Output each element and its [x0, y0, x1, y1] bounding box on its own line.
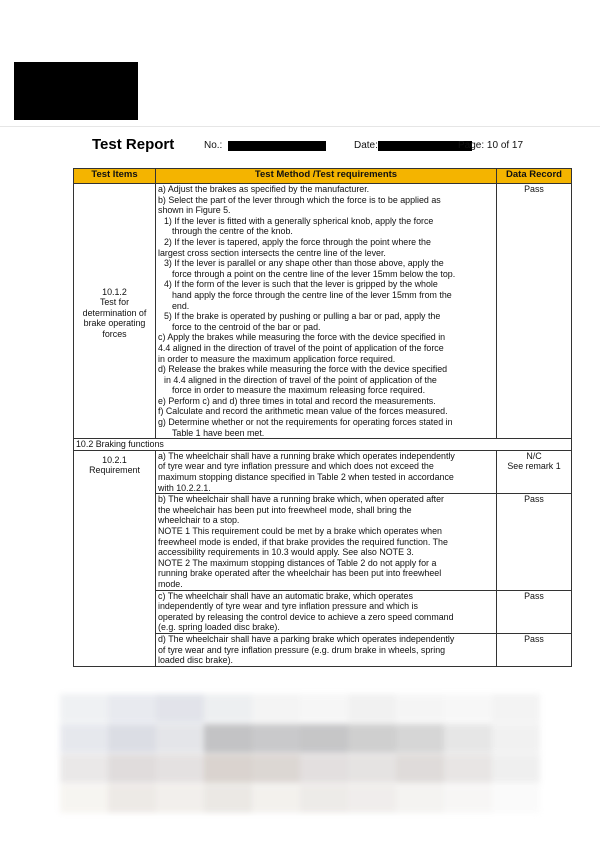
- requirement-c-cell: [156, 590, 497, 633]
- header-test-items: Test Items: [74, 169, 156, 184]
- blur-cell: [60, 724, 108, 753]
- text-line: 2) If the lever is tapered, apply the force through the point where the: [164, 236, 431, 247]
- text-line: See remark 1: [507, 461, 561, 472]
- blur-row: [60, 724, 540, 753]
- requirement-d-cell: [156, 633, 497, 666]
- text-line: c) The wheelchair shall have an automatic brake, which operates: [158, 590, 413, 601]
- text-line: largest cross section intersects the centre line of the lever.: [158, 247, 386, 258]
- blur-cell: [108, 754, 156, 783]
- blur-cell: [204, 754, 252, 783]
- page-number: Page: 10 of 17: [458, 140, 524, 151]
- text-line: through the centre of the knob.: [172, 226, 293, 237]
- text-line: b) Select the part of the lever through which the force is to be applied as: [158, 194, 441, 205]
- text-line: 3) If the lever is parallel or any shape other than those above, apply the: [164, 258, 444, 269]
- blur-cell: [252, 694, 300, 723]
- blur-cell: [492, 754, 540, 783]
- blur-cell: [108, 784, 156, 813]
- blur-cell: [444, 694, 492, 723]
- text-line: freewheel mode is ended, if that brake provides the required function. The: [158, 536, 448, 547]
- text-line: NOTE 2 The maximum stopping distances of Table 2 do not apply for a: [158, 557, 437, 568]
- report-header: [92, 136, 572, 156]
- blur-cell: [204, 694, 252, 723]
- blur-cell: [348, 694, 396, 723]
- requirement-c-result: [497, 590, 572, 633]
- test-report-table: [73, 168, 572, 667]
- text-line: Pass: [524, 590, 544, 601]
- blur-cell: [300, 724, 348, 753]
- requirement-d-result: [497, 633, 572, 666]
- blur-cell: [156, 784, 204, 813]
- text-line: accessibility requirements in 10.3 would apply. See also NOTE 3.: [158, 547, 414, 558]
- blur-cell: [444, 784, 492, 813]
- blur-cell: [396, 724, 444, 753]
- redacted-logo: [14, 62, 138, 120]
- text-line: brake operating: [83, 318, 146, 329]
- date-label: Date:: [354, 140, 378, 151]
- text-line: loaded disc brake).: [158, 655, 233, 666]
- header-divider: [0, 126, 600, 127]
- requirement-b-result: [497, 494, 572, 590]
- text-line: 4) If the form of the lever is such that the lever is gripped by the whole: [164, 279, 438, 290]
- blurred-footer-stamp: [60, 694, 540, 812]
- table-row-10-2-1-a: [74, 450, 572, 493]
- text-line: Pass: [524, 494, 544, 505]
- blur-row: [60, 754, 540, 783]
- text-line: with 10.2.2.1.: [158, 482, 211, 493]
- blur-row: [60, 694, 540, 723]
- text-line: of tyre wear and tyre inflation pressure and which does not exceed the: [158, 461, 434, 472]
- text-line: independently of tyre wear and tyre inflation pressure and which is: [158, 601, 418, 612]
- text-line: mode.: [158, 578, 183, 589]
- blur-cell: [60, 784, 108, 813]
- blur-cell: [396, 754, 444, 783]
- text-line: determination of: [82, 307, 147, 318]
- blur-cell: [60, 694, 108, 723]
- report-title: Test Report: [92, 136, 175, 153]
- blur-cell: [396, 694, 444, 723]
- text-line: end.: [172, 300, 190, 311]
- text-line: (e.g. spring loaded disc brake).: [158, 622, 280, 633]
- blur-cell: [156, 724, 204, 753]
- blur-cell: [444, 724, 492, 753]
- blur-cell: [492, 784, 540, 813]
- text-line: 10.1.2: [102, 286, 127, 297]
- blur-cell: [492, 724, 540, 753]
- text-line: in order to measure the maximum application force required.: [158, 353, 396, 364]
- text-line: b) The wheelchair shall have a running brake which, when operated after: [158, 494, 444, 505]
- text-line: Table 1 have been met.: [172, 427, 265, 438]
- blur-cell: [348, 724, 396, 753]
- header-data-record: Data Record: [497, 169, 572, 184]
- test-item-cell: [74, 184, 156, 439]
- blur-cell: [252, 724, 300, 753]
- text-line: d) The wheelchair shall have a parking brake which operates independently: [158, 633, 455, 644]
- text-line: in 4.4 aligned in the direction of travel of the point of application of the: [164, 374, 437, 385]
- blur-cell: [204, 724, 252, 753]
- table-row-10-1-2: [74, 184, 572, 439]
- blur-cell: [348, 754, 396, 783]
- blur-cell: [156, 754, 204, 783]
- report-number-label: No.:: [204, 140, 223, 151]
- text-line: c) Apply the brakes while measuring the force with the device specified in: [158, 332, 446, 343]
- blur-cell: [60, 754, 108, 783]
- text-line: operated by releasing the control device to achieve a zero speed command: [158, 611, 454, 622]
- data-record-cell: Pass: [497, 184, 572, 439]
- blur-cell: [300, 694, 348, 723]
- text-line: hand apply the force through the centre line of the lever 15mm from the: [172, 289, 452, 300]
- text-line: Requirement: [89, 465, 140, 476]
- test-item-label: [76, 283, 153, 340]
- blur-cell: [396, 784, 444, 813]
- blur-cell: [444, 754, 492, 783]
- blur-cell: [348, 784, 396, 813]
- text-line: a) Adjust the brakes as specified by the manufacturer.: [158, 184, 370, 194]
- redacted-report-number: [228, 141, 326, 151]
- blur-cell: [204, 784, 252, 813]
- blur-row: [60, 784, 540, 813]
- blur-cell: [300, 784, 348, 813]
- text-line: 1) If the lever is fitted with a generally spherical knob, apply the force: [164, 215, 434, 226]
- header-test-method: Test Method /Test requirements: [156, 169, 497, 184]
- text-line: N/C: [526, 450, 542, 461]
- text-line: of tyre wear and tyre inflation pressure (e.g. drum brake in wheels, spring: [158, 644, 446, 655]
- text-line: f) Calculate and record the arithmetic mean value of the forces measured.: [158, 406, 448, 417]
- blur-cell: [300, 754, 348, 783]
- requirement-item-label: [76, 451, 153, 476]
- requirement-item-cell: [74, 450, 156, 666]
- blur-cell: [108, 724, 156, 753]
- blur-cell: [108, 694, 156, 723]
- blur-cell: [492, 694, 540, 723]
- requirement-a-result: [497, 450, 572, 493]
- text-line: g) Determine whether or not the requirements for operating forces stated in: [158, 417, 453, 428]
- text-line: force through a point on the centre line of the lever 15mm below the top.: [172, 268, 456, 279]
- blur-cell: [252, 754, 300, 783]
- blur-cell: [156, 694, 204, 723]
- text-line: forces: [102, 329, 127, 340]
- text-line: e) Perform c) and d) three times in total and record the measurements.: [158, 395, 436, 406]
- text-line: 10.2.1: [102, 454, 127, 465]
- text-line: Test for: [99, 297, 130, 308]
- requirement-a-cell: [156, 450, 497, 493]
- text-line: shown in Figure 5.: [158, 205, 231, 216]
- text-line: a) The wheelchair shall have a running brake which operates independently: [158, 450, 455, 461]
- text-line: maximum stopping distance specified in Table 2 when tested in accordance: [158, 472, 454, 483]
- text-line: 5) If the brake is operated by pushing or pulling a bar or pad, apply the: [164, 311, 441, 322]
- requirement-b-cell: [156, 494, 497, 590]
- text-line: the wheelchair has been put into freewheel mode, shall bring the: [158, 504, 412, 515]
- table-header-row: [74, 169, 572, 184]
- section-title: 10.2 Braking functions: [74, 439, 572, 451]
- text-line: d) Release the brakes while measuring the force with the device specified: [158, 364, 448, 375]
- text-line: running brake operated after the wheelchair has been put into freewheel: [158, 568, 442, 579]
- text-line: wheelchair to a stop.: [158, 515, 240, 526]
- text-line: Pass: [524, 633, 544, 644]
- blur-cell: [252, 784, 300, 813]
- text-line: force to the centroid of the bar or pad.: [172, 321, 321, 332]
- section-row-braking-functions: [74, 439, 572, 451]
- text-line: NOTE 1 This requirement could be met by a brake which operates when: [158, 526, 442, 536]
- test-method-cell: [156, 184, 497, 439]
- text-line: force in order to measure the maximum releasing force required.: [172, 385, 426, 396]
- text-line: 4.4 aligned in the direction of travel of the point of application of the force: [158, 342, 444, 353]
